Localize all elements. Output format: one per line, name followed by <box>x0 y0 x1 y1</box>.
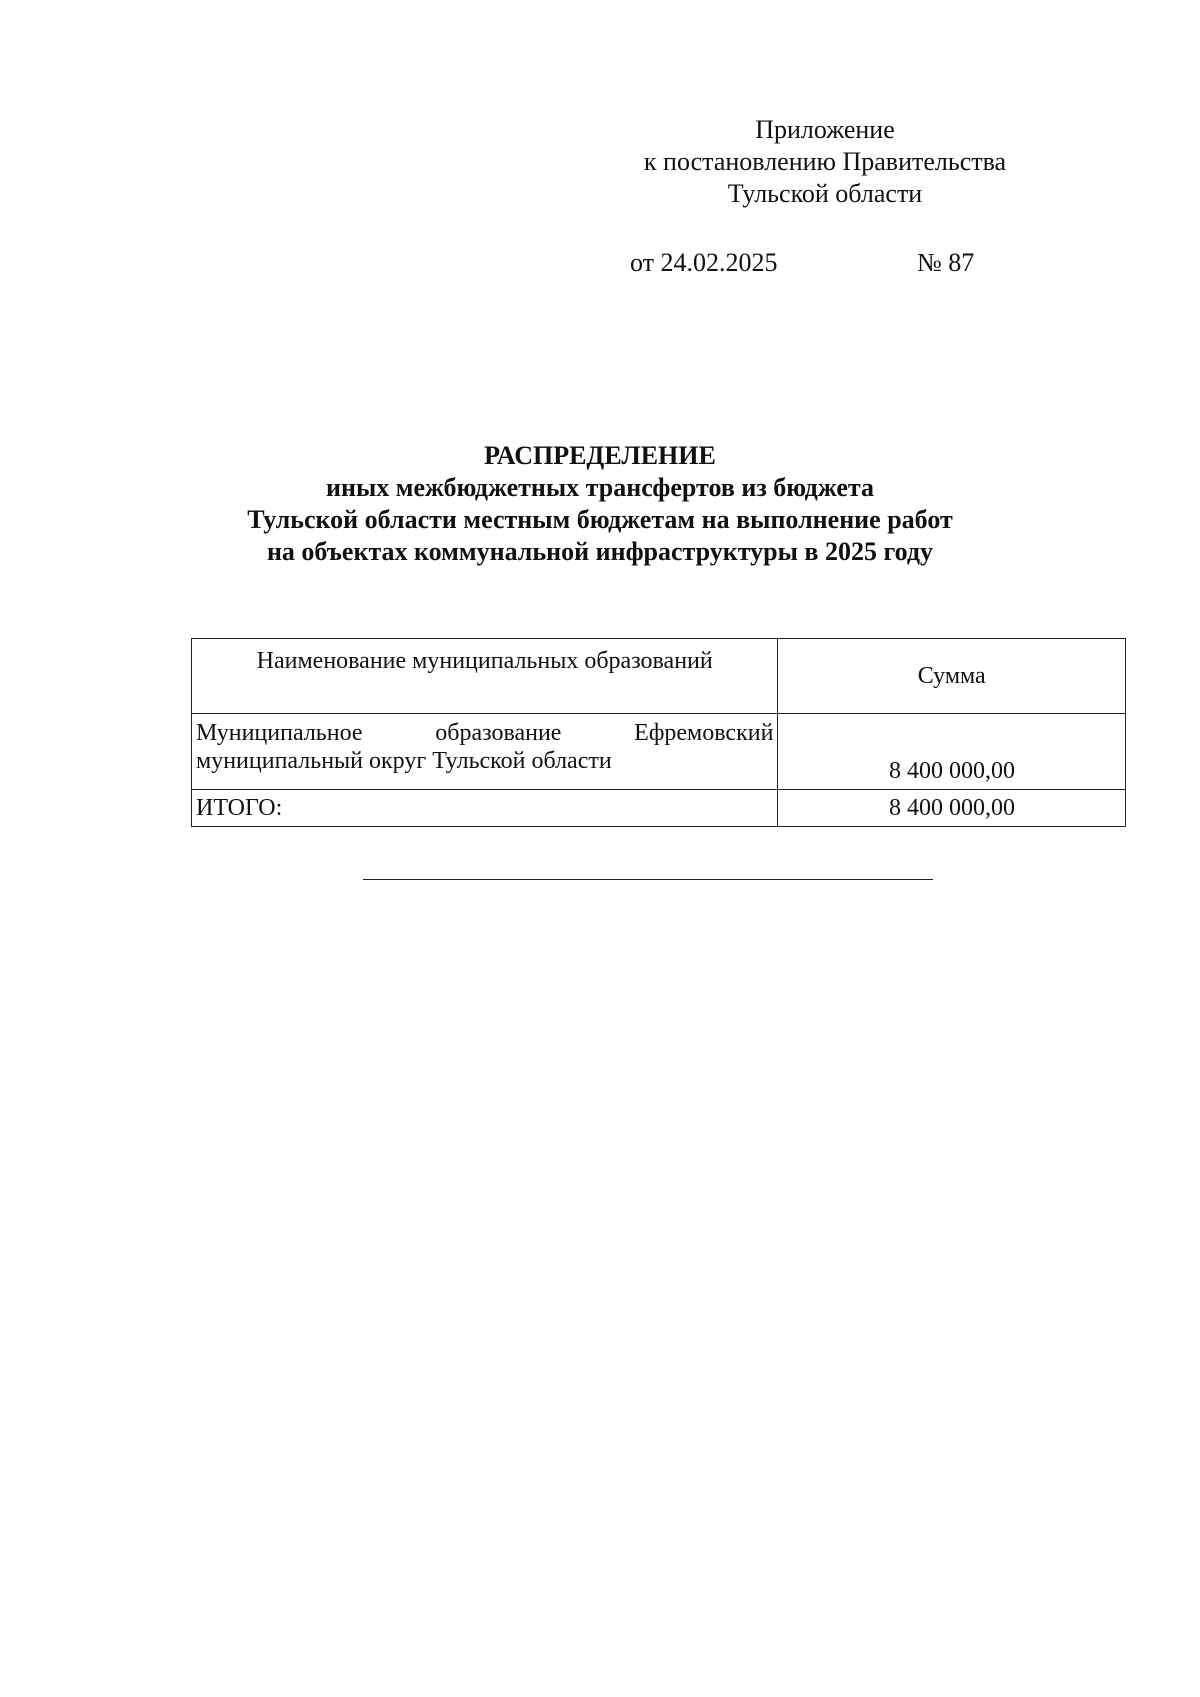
table-header-row <box>192 639 1126 714</box>
table-row <box>192 714 1126 790</box>
municipality-name-line-2: муниципальный округ Тульской области <box>196 748 612 774</box>
municipality-sum-cell: 8 400 000,00 <box>778 714 1126 790</box>
appendix-header <box>600 114 1050 210</box>
appendix-reference: к постановлению Правительства <box>643 147 1007 176</box>
closing-rule <box>363 879 933 880</box>
title-line-4: на объектах коммунальной инфраструктуры в 2025 году <box>266 537 934 566</box>
document-title <box>150 440 1050 568</box>
total-sum: 8 400 000,00 <box>778 790 1126 827</box>
title-heading: РАСПРЕДЕЛЕНИЕ <box>484 441 716 470</box>
title-line-2: иных межбюджетных трансфертов из бюджета <box>326 473 874 502</box>
appendix-title: Приложение <box>755 115 895 144</box>
municipality-word: образование <box>435 720 562 746</box>
appendix-region: Тульской области <box>727 179 923 208</box>
municipality-name-cell <box>192 714 778 790</box>
decree-date: от 24.02.2025 <box>630 248 778 277</box>
table-total-row <box>192 790 1126 827</box>
decree-details <box>0 246 1200 280</box>
header-sum: Сумма <box>778 639 1126 714</box>
distribution-table <box>191 638 1126 827</box>
decree-number: № 87 <box>917 248 975 277</box>
header-municipality: Наименование муниципальных образований <box>192 639 778 714</box>
total-label: ИТОГО: <box>192 790 778 827</box>
municipality-word: Муниципальное <box>196 720 363 746</box>
municipality-word: Ефремовский <box>634 720 774 746</box>
municipality-name-line-1 <box>196 719 773 747</box>
title-line-3: Тульской области местным бюджетам на выполнение работ <box>247 505 953 534</box>
